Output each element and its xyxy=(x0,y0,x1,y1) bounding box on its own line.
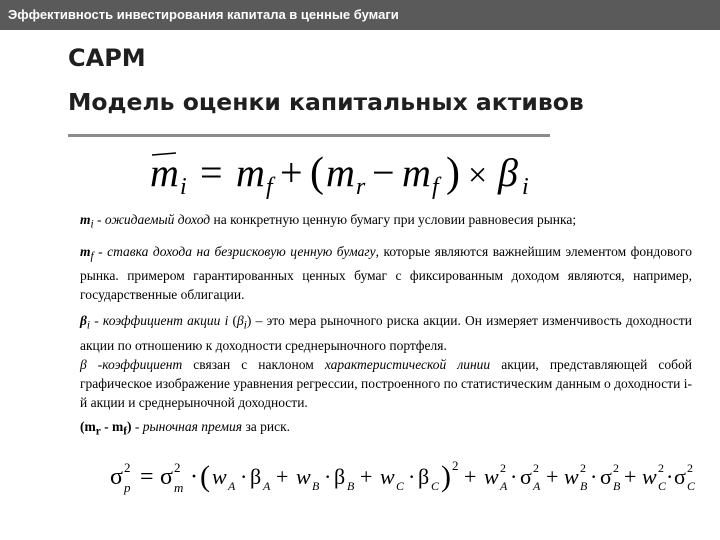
var-s2C-exp: 2 xyxy=(687,461,693,475)
def-beta-paren-close: ) xyxy=(246,313,252,329)
var-wC: w xyxy=(380,464,395,489)
var-w2B: w xyxy=(564,464,579,489)
def-beta-italic-i: i xyxy=(224,313,229,329)
slide-title: CAPM xyxy=(68,44,146,72)
var-s2B-sub: B xyxy=(613,479,621,493)
var-dot2: · xyxy=(240,464,248,489)
formula-minus: − xyxy=(372,150,395,195)
var-s2B: σ xyxy=(600,464,612,489)
formula-lhs-m: m xyxy=(150,150,179,195)
var-dot5: · xyxy=(510,464,518,489)
title-divider xyxy=(68,134,550,137)
var-sigma-m-sub: m xyxy=(174,480,184,495)
formula-beta: β xyxy=(498,150,518,195)
var-betaC: β xyxy=(418,464,430,489)
definitions-body xyxy=(80,210,692,449)
var-dot6: · xyxy=(590,464,598,489)
var-betaC-sub: C xyxy=(431,479,440,493)
var-dot4: · xyxy=(408,464,416,489)
var-betaA-sub: A xyxy=(263,479,271,493)
var-close-paren: ) xyxy=(441,460,451,493)
formula-close-paren: ) xyxy=(446,150,460,196)
var-open-paren: ( xyxy=(200,460,210,493)
def-premium-open: (m xyxy=(80,419,96,435)
var-dot7: · xyxy=(666,464,674,489)
def-mi-symbol: m xyxy=(80,212,91,227)
def-beta-paren-symbol: β xyxy=(237,313,244,329)
var-w2B-sub: B xyxy=(580,479,588,493)
definition-beta xyxy=(80,311,692,412)
var-betaB: β xyxy=(334,464,346,489)
var-w2C-sub: C xyxy=(658,479,667,493)
var-s2A-exp: 2 xyxy=(533,461,539,475)
var-plus1: + xyxy=(276,464,289,489)
slide-header-title: Эффективность инвестирования капитала в ценные бумаги xyxy=(8,7,399,22)
formula-lhs-sub-i: i xyxy=(180,174,187,200)
formula-open-paren: ( xyxy=(310,150,324,196)
def-mi-italic: - ожидаемый доход xyxy=(93,212,211,227)
def-beta-symbol: β xyxy=(80,313,87,329)
var-sigma-p-exp: 2 xyxy=(124,460,131,475)
var-wB-sub: B xyxy=(312,479,320,493)
definition-mf xyxy=(80,242,692,305)
def-premium-f: f xyxy=(123,425,127,438)
def-beta-paren-sub: i xyxy=(243,320,247,333)
var-s2A: σ xyxy=(520,464,532,489)
var-w2C-exp: 2 xyxy=(658,461,664,475)
var-betaB-sub: B xyxy=(347,479,355,493)
def-premium-close: ) xyxy=(127,419,132,435)
var-betaA: β xyxy=(250,464,262,489)
var-dot1: · xyxy=(190,464,198,490)
var-wB: w xyxy=(296,464,311,489)
definition-premium xyxy=(80,417,692,442)
formula-f2: f xyxy=(432,174,439,200)
formula-f1: f xyxy=(266,174,273,200)
portfolio-variance-formula xyxy=(110,458,700,502)
var-w2A: w xyxy=(484,464,499,489)
def-beta2-italic: -коэффициент xyxy=(86,357,183,373)
def-beta-rest: – это мера рыночного риска акции. Он измеряет изменчивость доходности акции по отношению к доходности среднерыночного портфеля. xyxy=(80,313,692,354)
var-wC-sub: C xyxy=(396,479,405,493)
def-mi-sub: i xyxy=(90,218,94,231)
slide-header xyxy=(0,0,720,30)
var-wA: w xyxy=(212,464,227,489)
def-premium-minus: - m xyxy=(100,419,124,435)
slide-subtitle: Модель оценки капитальных активов xyxy=(68,88,584,116)
formula-m2: m xyxy=(326,150,355,195)
var-plus3: + xyxy=(464,464,477,489)
formula-m1: m xyxy=(236,150,265,195)
def-beta2-italic2: характеристической линии xyxy=(324,357,491,373)
def-beta-paren-open: ( xyxy=(228,313,238,329)
var-w2C: w xyxy=(642,464,657,489)
def-mf-rest: , которые являются важнейшим элементом фондового рынка. примером гарантированных ценных бумаг с фиксированным доходом являются, например, государственные облигации. xyxy=(80,243,692,303)
def-beta2-symbol: β xyxy=(80,357,87,373)
def-mf-sub: f xyxy=(90,250,94,263)
formula-m3: m xyxy=(402,150,431,195)
var-eq: = xyxy=(140,464,154,490)
var-s2A-sub: A xyxy=(533,479,541,493)
formula-equals: = xyxy=(200,150,223,195)
var-sigma-m: σ xyxy=(160,464,173,490)
def-beta2-mid: связан с наклоном xyxy=(182,357,325,373)
var-s2C-sub: C xyxy=(687,479,696,493)
var-sigma-p: σ xyxy=(110,464,123,490)
capm-formula xyxy=(150,146,600,202)
var-plus4: + xyxy=(546,464,559,489)
var-w2B-exp: 2 xyxy=(580,461,586,475)
var-s2B-exp: 2 xyxy=(613,461,619,475)
formula-r: r xyxy=(356,174,366,200)
var-s2C: σ xyxy=(674,464,686,489)
def-mf-italic: - ставка дохода на безрисковую ценную бумагу xyxy=(93,243,376,259)
def-beta-sub: i xyxy=(86,320,91,333)
var-dot3: · xyxy=(324,464,332,489)
var-sigma-m-exp: 2 xyxy=(174,460,181,475)
def-mf-symbol: m xyxy=(80,243,91,259)
def-premium-r: r xyxy=(95,425,101,438)
def-beta-italic: - коэффициент акции xyxy=(90,313,225,329)
def-premium-rest: за риск. xyxy=(242,419,291,435)
formula-times: × xyxy=(468,157,488,194)
var-w2A-sub: A xyxy=(500,479,508,493)
formula-plus: + xyxy=(280,150,303,195)
var-plus5: + xyxy=(624,464,637,489)
def-mi-rest: на конкретную ценную бумагу при условии равновесия рынка; xyxy=(210,212,577,227)
var-sigma-p-sub: p xyxy=(124,480,131,495)
var-plus2: + xyxy=(360,464,373,489)
var-wA-sub: A xyxy=(228,479,236,493)
definition-mi xyxy=(80,210,692,235)
formula-beta-sub-i: i xyxy=(522,174,529,200)
def-premium-italic: - рыночная премия xyxy=(131,419,243,435)
var-paren-exp: 2 xyxy=(452,458,459,473)
var-w2A-exp: 2 xyxy=(500,461,506,475)
def-beta2-rest: акции, представляющей собой графическое изображение уравнения регрессии, построенного по статистическим данным о доходности i-й акции и среднерыночной доходности. xyxy=(80,357,692,411)
